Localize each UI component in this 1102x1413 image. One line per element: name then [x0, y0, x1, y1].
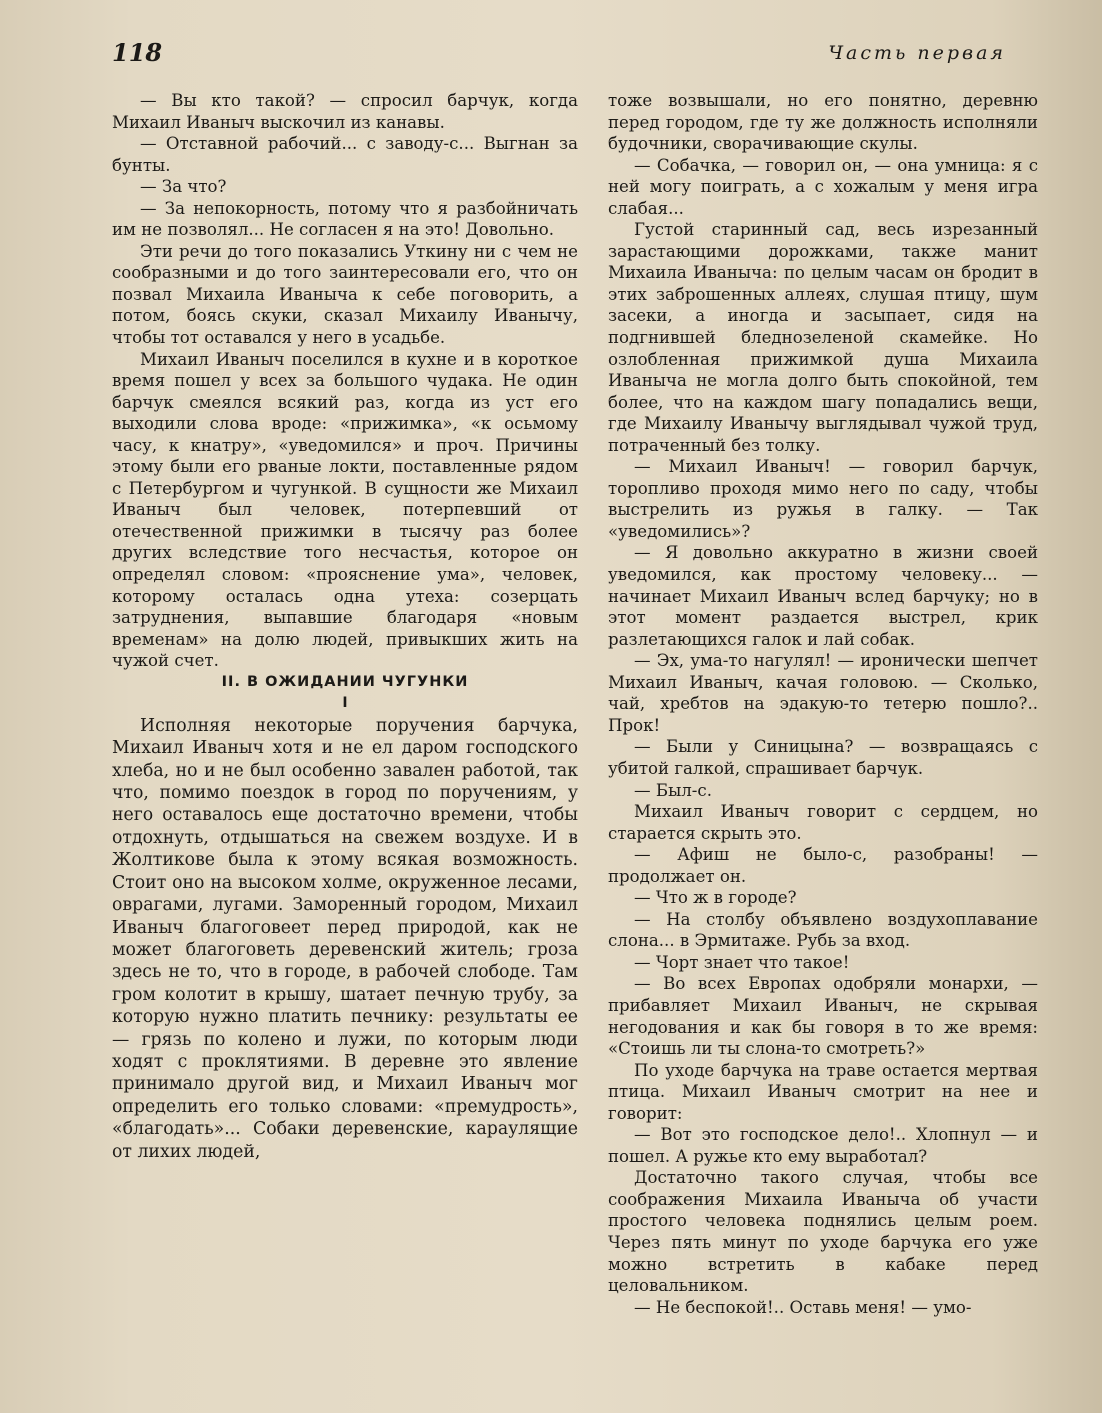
paragraph: — Эх, ума-то нагулял! — иронически шепчет Михаил Иваныч, качая головою. — Сколько, чай, хребтов на эдакую-то тетерю пошло?.. Прок! — [608, 651, 1038, 735]
paragraph: По уходе барчука на траве остается мертвая птица. Михаил Иваныч смотрит на нее и говорит: — [608, 1060, 1038, 1123]
page-header — [112, 38, 1006, 78]
paragraph: — Не беспокой!.. Оставь меня! — умо- — [634, 1297, 972, 1317]
paragraph: — Был-с. — [634, 780, 712, 800]
paragraph: — За что? — [140, 177, 227, 197]
paragraph: Михаил Иваныч говорит с сердцем, но старается скрыть это. — [608, 802, 1038, 843]
paragraph: — За непокорность, потому что я разбойничать им не позволял... Не согласен я на это! Довольно. — [112, 198, 578, 240]
chapter-heading: II. В ОЖИДАНИИ ЧУГУНКИ — [221, 673, 469, 690]
paragraph: — Чорт знает что такое! — [634, 952, 850, 972]
paragraph: — Во всех Европах одобряли монархи, — прибавляет Михаил Иваныч, не скрывая негодования и как бы говоря в то же время: «Стоишь ли ты слона-то смотреть?» — [608, 974, 1038, 1059]
paragraph: — Михаил Иваныч! — говорил барчук, торопливо проходя мимо него по саду, чтобы выстрелить из ружья в галку. — Так «уведомились»? — [608, 457, 1038, 541]
paragraph: тоже возвышали, но его понятно, деревню перед городом, где ту же должность исполняли будочники, сворачивающие скулы. — [608, 91, 1038, 154]
paragraph: Густой старинный сад, весь изрезанный зарастающими дорожками, также манит Михаила Иваныча: по целым часам он бродит в этих заброшенных аллеях, слушая птицу, шум засеки, а иногда и засыпает, сидя на подгнившей бледнозеленой скамейке. Но озлобленная прижимкой душа Михаила Иваныча не могла долго быть спокойной, тем более, что на каждом шагу попадались вещи, где Михаилу Иванычу выглядывал чужой труд, потраченный без толку. — [608, 220, 1038, 455]
left-column — [112, 90, 578, 1163]
paragraph: — Отставной рабочий... с заводу-с... Выгнан за бунты. — [112, 134, 578, 175]
paragraph: — Афиш не было-с, разобраны! — продолжает он. — [608, 845, 1038, 886]
paragraph: — Собачка, — говорил он, — она умница: я с ней могу поиграть, а с хожалым у меня игра слабая... — [608, 155, 1038, 218]
paragraph: — Были у Синицына? — возвращаясь с убитой галкой, спрашивает барчук. — [608, 737, 1038, 778]
paragraph: Достаточно такого случая, чтобы все соображения Михаила Иваныча об участи простого человека поднялись целым роем. Через пять минут по уходе барчука его уже можно встретить в кабаке перед целовальником. — [608, 1168, 1038, 1296]
right-column — [608, 90, 1038, 1318]
paragraph: Эти речи до того показались Уткину ни с чем не сообразными и до того заинтересовали его, что он позвал Михаила Иваныча к себе поговорить, а потом, боясь скуки, сказал Михаилу Иванычу, чтобы тот оставался у него в усадьбе. — [112, 241, 578, 348]
running-title: Часть первая — [828, 42, 1006, 64]
paragraph: — Что ж в городе? — [634, 888, 797, 908]
paragraph: Исполняя некоторые поручения барчука, Михаил Иваныч хотя и не ел даром господского хлеба, но и не был особенно завален работой, так что, помимо поездок в город по поручениям, у него оставалось еще достаточно времени, чтобы отдохнуть, отдышаться на свежем воздухе. И в Жолтикове была к этому всякая возможность. Стоит оно на высоком холме, окруженное лесами, оврагами, лугами. Заморенный городом, Михаил Иваныч благоговеет перед природой, как не может благоговеть деревенский житель; гроза здесь не то, что в городе, в рабочей слободе. Там гром колотит в крышу, шатает печную трубу, за которую нужно платить печнику: результаты ее — грязь по колено и лужи, по которым люди ходят с проклятиями. В деревне это явление принимало другой вид, и Михаил Иваныч мог определить его только словами: «премудрость», «благодать»... Собаки деревенские, караулящие от лихих людей, — [112, 715, 578, 1162]
paragraph: — Вот это господское дело!.. Хлопнул — и пошел. А ружье кто ему выработал? — [608, 1125, 1038, 1166]
paragraph: — На столбу объявлено воздухоплавание слона... в Эрмитаже. Рубь за вход. — [608, 909, 1038, 951]
page-number: 118 — [112, 38, 163, 67]
paragraph: Михаил Иваныч поселился в кухне и в короткое время пошел у всех за большого чудака. Не один барчук смеялся всякий раз, когда из уст его выходили слова вроде: «прижимка», «к осьмому часу, к кнатру», «уведомился» и проч. Причины этому были его рваные локти, поставленные рядом с Петербургом и чугункой. В сущности же Михаил Иваныч был человек, потерпевший от отечественной прижимки в тысячу раз более других вследствие того несчастья, которое он определял словом: «прояснение ума», человек, которому осталась одна утеха: созерцать затруднения, выпавшие благодаря «новым временам» на долю людей, привыкших жить на чужой счет. — [112, 349, 578, 671]
section-number: I — [342, 695, 348, 712]
paragraph: — Вы кто такой? — спросил барчук, когда Михаил Иваныч выскочил из канавы. — [112, 91, 578, 132]
paragraph: — Я довольно аккуратно в жизни своей уведомился, как простому человеку... — начинает Михаил Иваныч вслед барчуку; но в этот момент раздается выстрел, крик разлетающихся галок и лай собак. — [608, 543, 1038, 649]
